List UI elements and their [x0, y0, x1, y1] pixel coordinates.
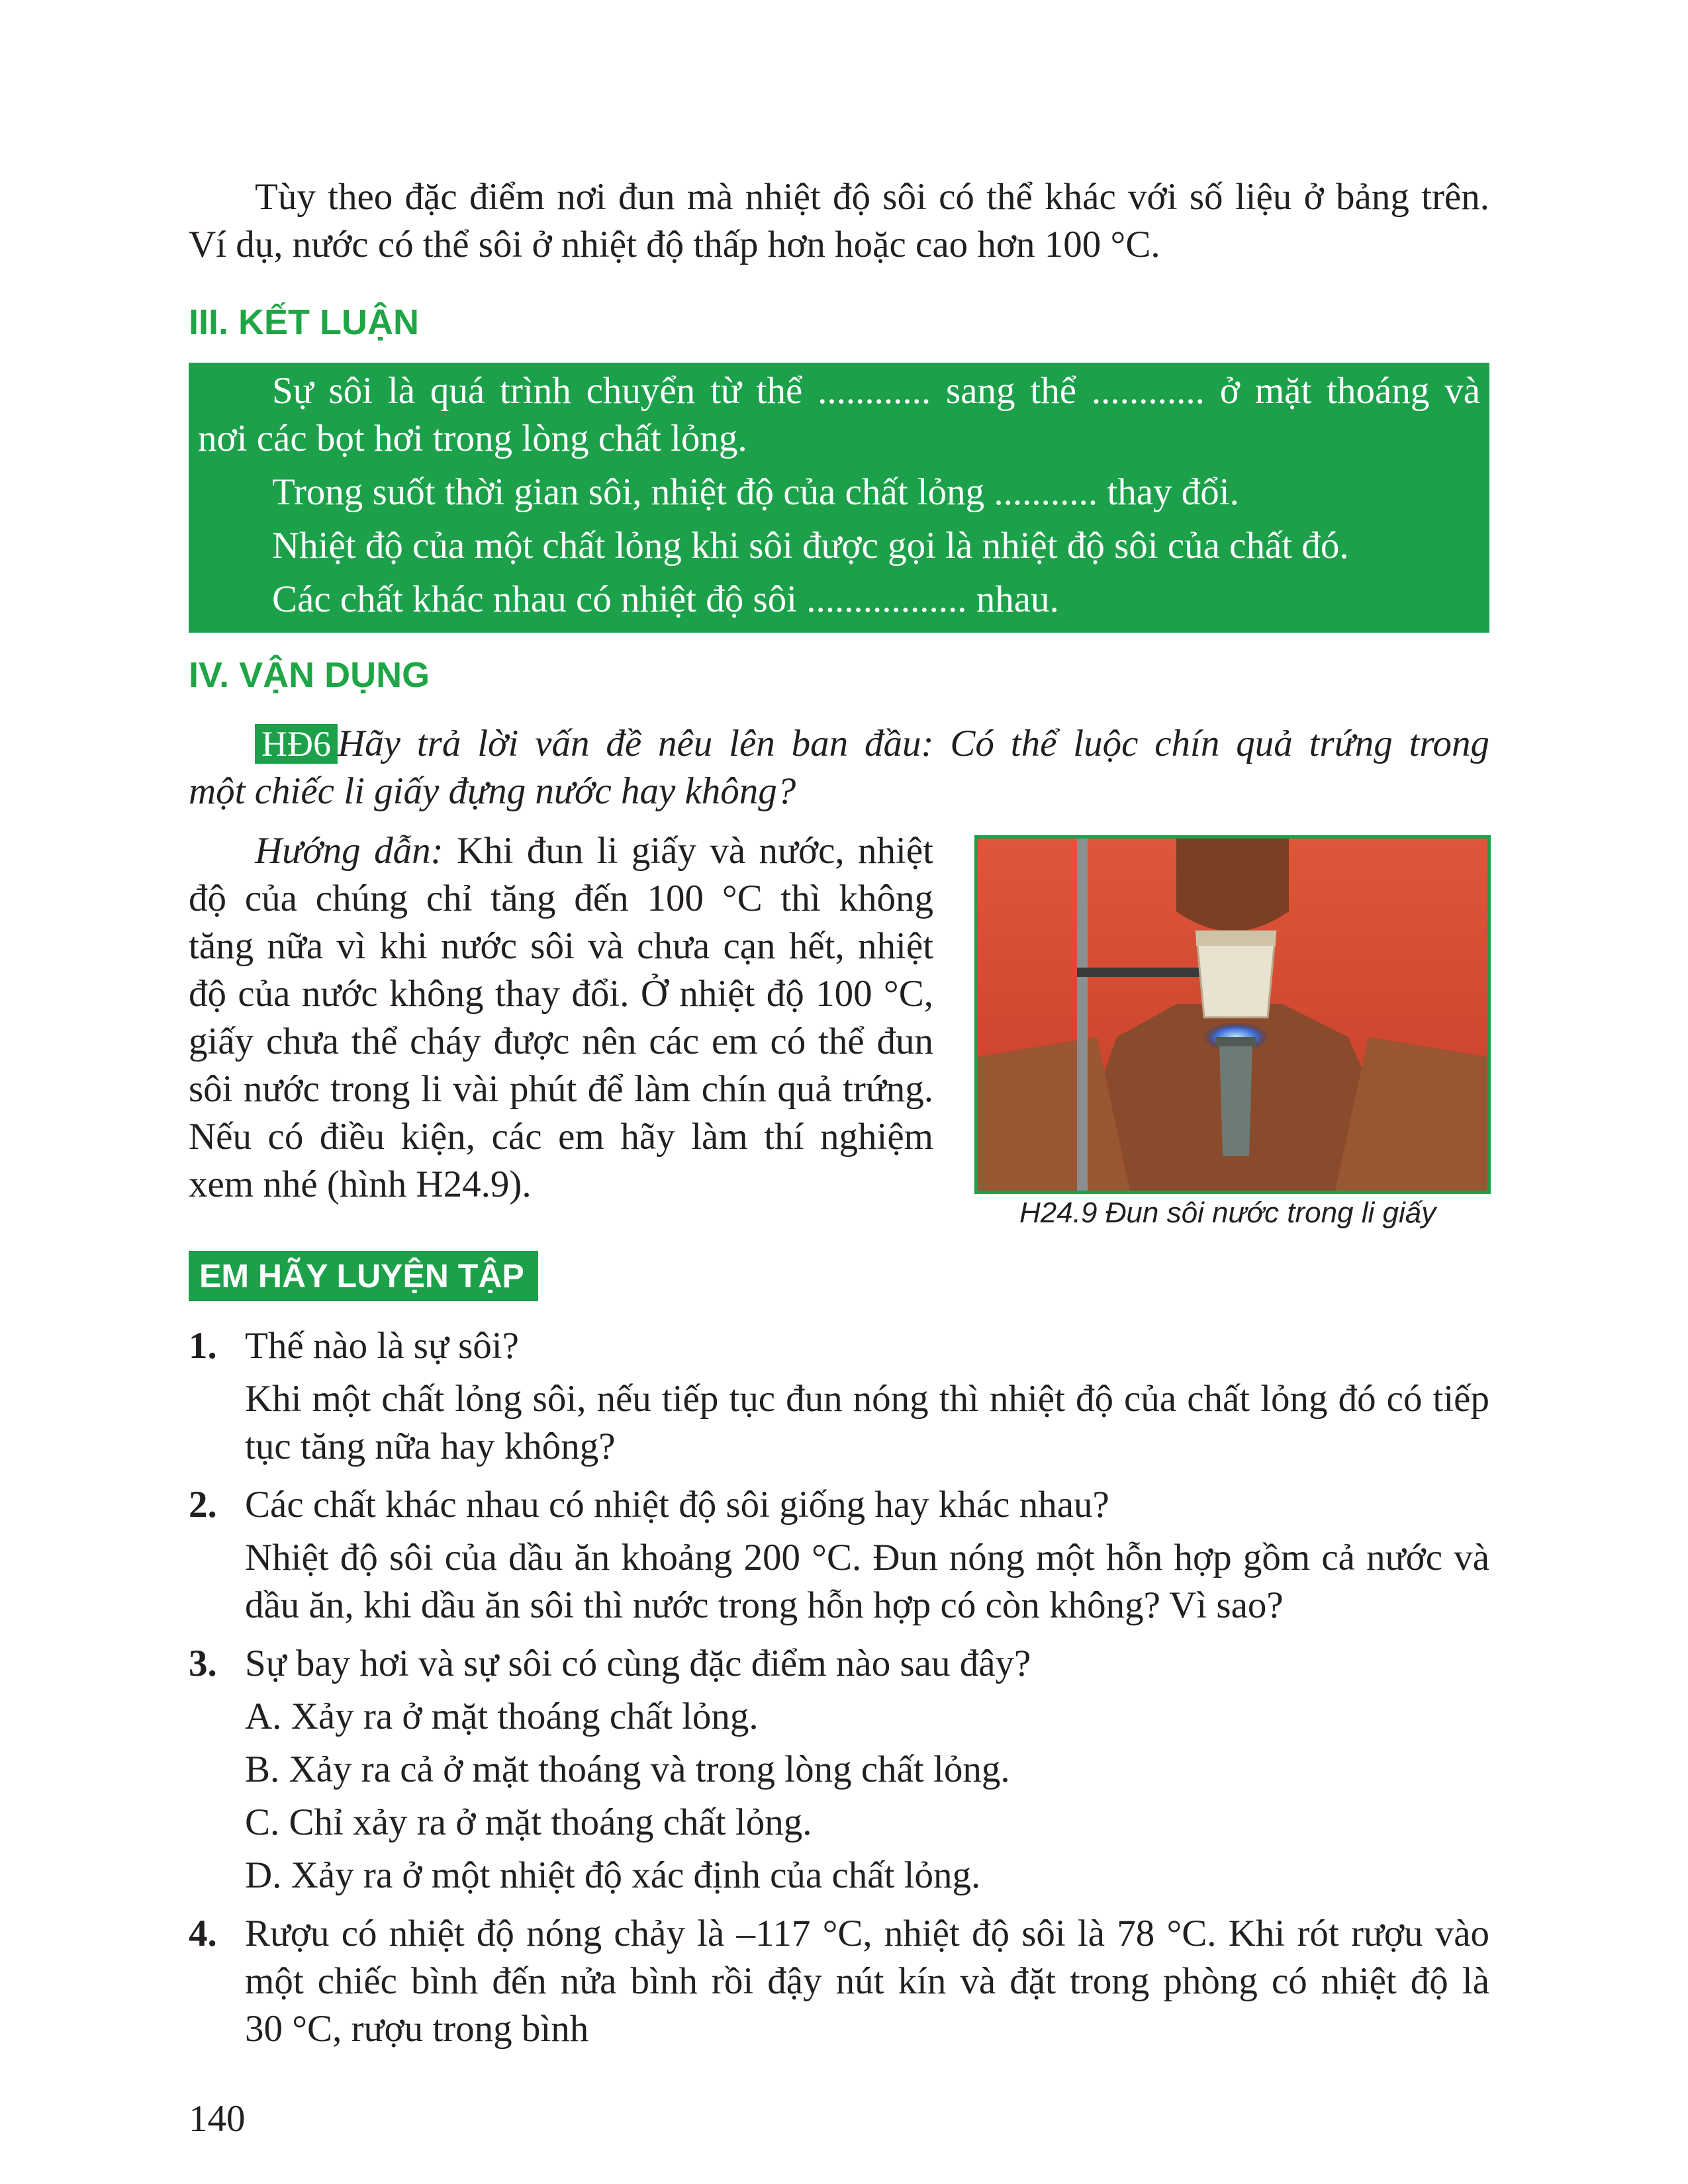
q1-number: 1.: [189, 1325, 217, 1367]
q3-option-c: C. Chỉ xảy ra ở mặt thoáng chất lỏng.: [245, 1801, 812, 1843]
figure-h24-9-photo: [974, 835, 1491, 1194]
q1-line-2: Khi một chất lỏng sôi, nếu tiếp tục đun nóng thì nhiệt độ của chất lỏng đó có tiếp: [245, 1378, 1489, 1420]
intro-line-1: Tùy theo đặc điểm nơi đun mà nhiệt độ sôi có thể khác với số liệu ở bảng trên.: [255, 176, 1489, 218]
q1-line-1: Thế nào là sự sôi?: [245, 1325, 519, 1367]
hd6-question-line-1: [255, 720, 1489, 768]
q4-line-2: một chiếc bình đến nửa bình rồi đậy nút kín và đặt trong phòng có nhiệt độ là: [245, 1960, 1489, 2002]
guide-line-8: xem nhé (hình H24.9).: [189, 1163, 532, 1205]
guide-line-3: tăng nữa vì khi nước sôi và chưa cạn hết, nhiệt: [189, 925, 933, 967]
q2-line-2: Nhiệt độ sôi của dầu ăn khoảng 200 °C. Đun nóng một hỗn hợp gồm cả nước và: [245, 1537, 1489, 1578]
q4-line-1: Rượu có nhiệt độ nóng chảy là –117 °C, nhiệt độ sôi là 78 °C. Khi rót rượu vào: [245, 1913, 1489, 1954]
boiling-paper-cup-illustration: [978, 839, 1487, 1191]
figure-caption: H24.9 Đun sôi nước trong li giấy: [1019, 1197, 1436, 1229]
conclusion-line-3: Trong suốt thời gian sôi, nhiệt độ của chất lỏng ........... thay đổi.: [272, 471, 1239, 513]
conclusion-line-1: Sự sôi là quá trình chuyển từ thể ............ sang thể ............ ở mặt thoáng và: [272, 370, 1480, 412]
page-number: 140: [189, 2098, 246, 2140]
guide-label: Hướng dẫn:: [255, 830, 444, 872]
q3-option-b: B. Xảy ra cả ở mặt thoáng và trong lòng chất lỏng.: [245, 1749, 1010, 1790]
conclusion-box: [189, 363, 1489, 633]
conclusion-heading: III. KẾT LUẬN: [189, 302, 419, 342]
guide-line-6: sôi nước trong li vài phút để làm chín quả trứng.: [189, 1068, 933, 1110]
q3-number: 3.: [189, 1643, 217, 1684]
hd6-badge: HĐ6: [255, 724, 338, 764]
q3-stem: Sự bay hơi và sự sôi có cùng đặc điểm nào sau đây?: [245, 1643, 1031, 1684]
q2-number: 2.: [189, 1484, 217, 1525]
conclusion-line-5: Các chất khác nhau có nhiệt độ sôi ................. nhau.: [272, 578, 1059, 620]
guide-text-1: Khi đun li giấy và nước, nhiệt: [443, 830, 934, 872]
q4-line-3: 30 °C, rượu trong bình: [245, 2008, 589, 2050]
guide-line-1: [255, 827, 933, 875]
guide-line-5: giấy chưa thể cháy được nên các em có thể đun: [189, 1021, 933, 1062]
guide-line-4: độ của nước không thay đổi. Ở nhiệt độ 100 °C,: [189, 973, 933, 1015]
application-heading: IV. VẬN DỤNG: [189, 655, 430, 695]
practice-banner: EM HÃY LUYỆN TẬP: [189, 1251, 538, 1301]
q2-line-1: Các chất khác nhau có nhiệt độ sôi giống hay khác nhau?: [245, 1484, 1109, 1525]
q2-line-3: dầu ăn, khi dầu ăn sôi thì nước trong hỗn hợp có còn không? Vì sao?: [245, 1584, 1284, 1626]
guide-line-2: độ của chúng chỉ tăng đến 100 °C thì không: [189, 878, 933, 919]
q1-line-3: tục tăng nữa hay không?: [245, 1426, 616, 1467]
hd6-question-line-2: một chiếc li giấy đựng nước hay không?: [189, 770, 796, 812]
conclusion-line-2: nơi các bọt hơi trong lòng chất lỏng.: [198, 418, 747, 459]
conclusion-line-4: Nhiệt độ của một chất lỏng khi sôi được gọi là nhiệt độ sôi của chất đó.: [272, 525, 1349, 567]
q4-number: 4.: [189, 1913, 217, 1954]
guide-line-7: Nếu có điều kiện, các em hãy làm thí nghiệm: [189, 1116, 933, 1158]
hd6-question-text: Hãy trả lời vấn đề nêu lên ban đầu: Có thể luộc chín quả trứng trong: [338, 723, 1489, 764]
q3-option-d: D. Xảy ra ở một nhiệt độ xác định của chất lỏng.: [245, 1854, 981, 1896]
intro-line-2: Ví dụ, nước có thể sôi ở nhiệt độ thấp hơn hoặc cao hơn 100 °C.: [189, 224, 1160, 265]
q3-option-a: A. Xảy ra ở mặt thoáng chất lỏng.: [245, 1696, 759, 1737]
